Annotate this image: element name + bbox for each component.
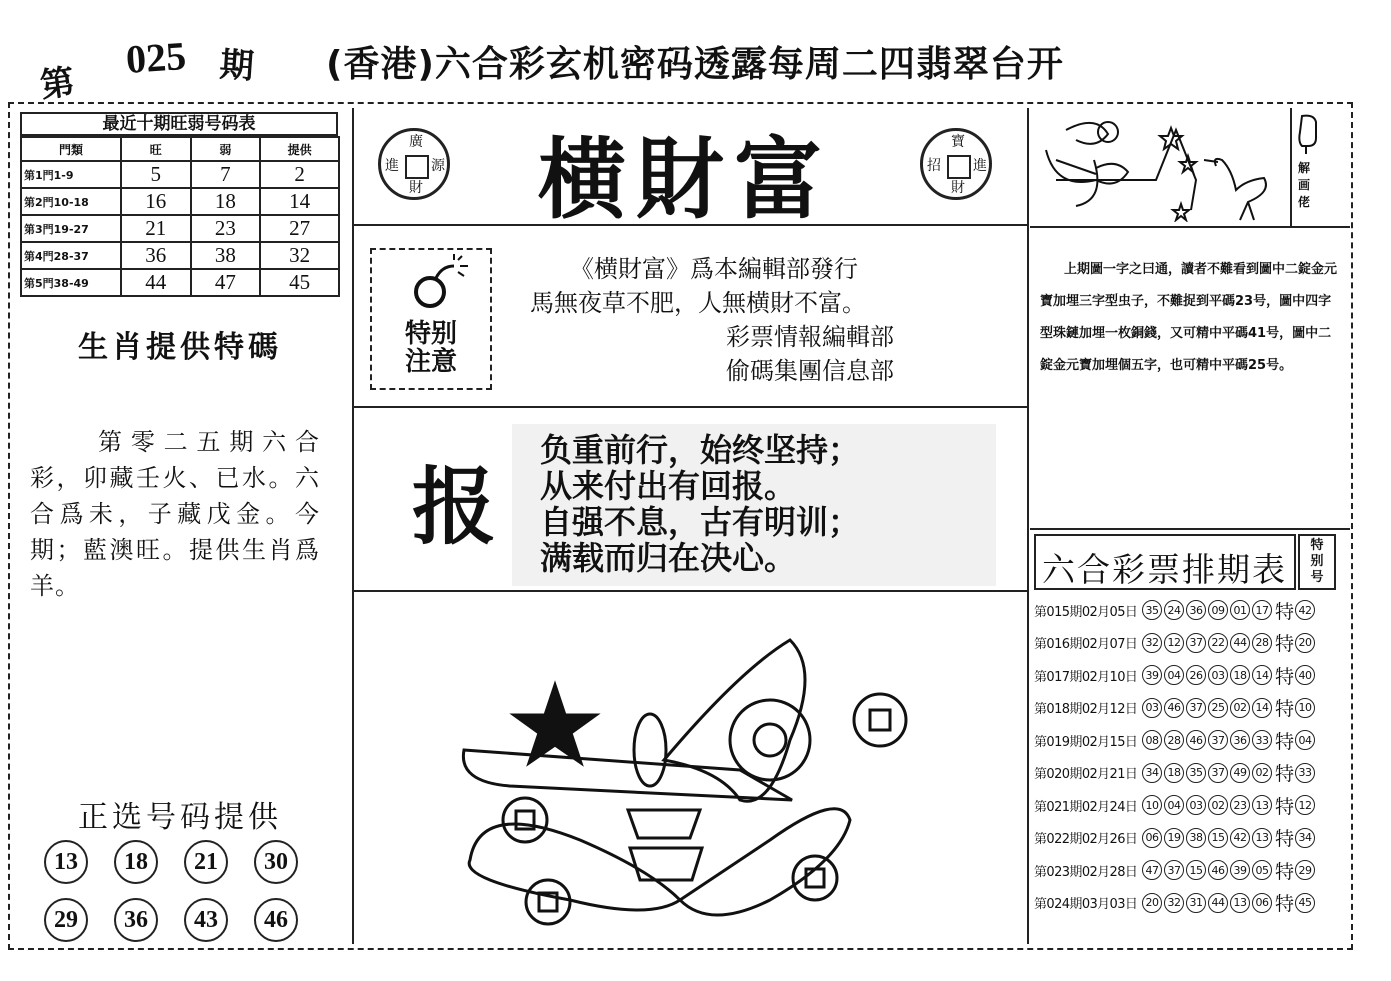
star-icon xyxy=(1180,156,1196,172)
header-di: 第 xyxy=(37,61,78,107)
col-header: 提供 xyxy=(260,137,339,161)
special-label-char: 特 xyxy=(1310,538,1324,553)
draw-number: 47 xyxy=(1142,860,1162,880)
schedule-date: 第017期02月10日 xyxy=(1034,669,1138,685)
special-marker: 特 xyxy=(1275,730,1295,753)
pick-ball: 46 xyxy=(254,898,298,942)
draw-number: 32 xyxy=(1164,893,1184,913)
row-label: 第3門19-27 xyxy=(21,215,121,242)
recent-table xyxy=(20,136,340,297)
slogan-line: 从来付出有回报。 xyxy=(540,467,797,505)
special-number: 29 xyxy=(1295,860,1315,880)
page-title: (香港)六合彩玄机密码透露每周二四翡翠台开 xyxy=(326,44,1064,85)
slogan-box xyxy=(512,424,996,586)
coin-hole xyxy=(947,155,971,179)
row-label: 第4門28-37 xyxy=(21,242,121,269)
cell-value: 14 xyxy=(260,188,339,215)
draw-number: 24 xyxy=(1164,600,1184,620)
side-label-char: 画 xyxy=(1297,178,1310,192)
slogan-line: 自强不息，古有明训； xyxy=(540,503,861,541)
draw-number: 28 xyxy=(1164,730,1184,750)
special-number: 34 xyxy=(1295,828,1315,848)
riddle-side-label xyxy=(1292,160,1316,211)
schedule-row xyxy=(1034,789,1340,822)
notice-line: 彩票情報編輯部 xyxy=(726,323,894,351)
schedule-date: 第023期02月28日 xyxy=(1034,864,1138,880)
special-number: 33 xyxy=(1295,763,1315,783)
schedule-date: 第015期02月05日 xyxy=(1034,604,1138,620)
divider-notice xyxy=(352,406,1027,408)
cell-value: 2 xyxy=(260,161,339,188)
draw-number: 01 xyxy=(1230,600,1250,620)
draw-number: 18 xyxy=(1230,665,1250,685)
special-number: 04 xyxy=(1295,730,1315,750)
draw-number: 37 xyxy=(1186,633,1206,653)
special-marker: 特 xyxy=(1275,665,1295,688)
table-row xyxy=(21,161,339,188)
cell-value: 38 xyxy=(191,242,261,269)
special-marker: 特 xyxy=(1275,698,1295,721)
draw-number: 46 xyxy=(1186,730,1206,750)
plank-icon xyxy=(463,750,792,800)
draw-number: 39 xyxy=(1230,860,1250,880)
cell-value: 44 xyxy=(121,269,191,296)
special-label-char: 别 xyxy=(1310,554,1324,569)
special-marker: 特 xyxy=(1275,600,1295,623)
star-icon xyxy=(1160,128,1182,149)
draw-number: 13 xyxy=(1230,893,1250,913)
draw-number: 36 xyxy=(1230,730,1250,750)
draw-number: 14 xyxy=(1252,698,1272,718)
header-qi: 期 xyxy=(218,44,256,88)
draw-number: 35 xyxy=(1186,763,1206,783)
pick-ball: 13 xyxy=(44,840,88,884)
ingot-icon xyxy=(628,810,700,838)
table-row xyxy=(21,215,339,242)
draw-number: 12 xyxy=(1164,633,1184,653)
pick-ball: 36 xyxy=(114,898,158,942)
draw-number: 18 xyxy=(1164,763,1184,783)
bao-character: 报 xyxy=(412,458,497,556)
issue-number: 025 xyxy=(124,32,188,83)
pointing-hand-icon xyxy=(1294,112,1324,156)
draw-number: 10 xyxy=(1142,795,1162,815)
pick-title: 正选号码提供 xyxy=(78,800,282,835)
draw-number: 46 xyxy=(1164,698,1184,718)
draw-number: 46 xyxy=(1208,860,1228,880)
coin-left-icon xyxy=(378,128,450,200)
dice-icon xyxy=(503,798,547,842)
schedule-title: 六合彩票排期表 xyxy=(1042,550,1287,589)
cell-value: 23 xyxy=(191,215,261,242)
draw-number: 06 xyxy=(1142,828,1162,848)
coin-hole xyxy=(405,155,429,179)
schedule-row xyxy=(1034,757,1340,790)
divider-slogan xyxy=(352,590,1027,592)
cell-value: 16 xyxy=(121,188,191,215)
draw-number: 39 xyxy=(1142,665,1162,685)
notice-line: 《横財富》爲本編輯部發行 xyxy=(570,255,858,283)
crane-icon xyxy=(1215,159,1266,220)
schedule-row xyxy=(1034,854,1340,887)
cell-value: 45 xyxy=(260,269,339,296)
draw-number: 44 xyxy=(1208,893,1228,913)
coin-icon xyxy=(854,694,906,746)
draw-number: 02 xyxy=(1208,795,1228,815)
draw-number: 22 xyxy=(1208,633,1228,653)
dice-icon xyxy=(793,856,837,900)
pick-ball: 43 xyxy=(184,898,228,942)
special-number: 10 xyxy=(1295,698,1315,718)
draw-number: 02 xyxy=(1230,698,1250,718)
schedule-date: 第020期02月21日 xyxy=(1034,767,1138,783)
draw-number: 25 xyxy=(1208,698,1228,718)
side-label-char: 佬 xyxy=(1297,195,1310,209)
notice-label-line: 特别 xyxy=(404,319,457,349)
draw-number: 44 xyxy=(1230,633,1250,653)
draw-number: 04 xyxy=(1164,795,1184,815)
draw-number: 35 xyxy=(1142,600,1162,620)
draw-number: 49 xyxy=(1230,763,1250,783)
riddle-drawing xyxy=(1036,110,1286,222)
draw-number: 37 xyxy=(1208,730,1228,750)
divider-left xyxy=(352,108,354,944)
draw-number: 20 xyxy=(1142,893,1162,913)
logo-title: 横財富 xyxy=(537,127,832,231)
draw-number: 36 xyxy=(1186,600,1206,620)
draw-number: 42 xyxy=(1230,828,1250,848)
draw-number: 17 xyxy=(1252,600,1272,620)
cell-value: 18 xyxy=(191,188,261,215)
page-header xyxy=(37,28,1340,107)
col-header: 門類 xyxy=(21,137,121,161)
table-row xyxy=(21,188,339,215)
divider-right xyxy=(1027,108,1029,944)
draw-number: 28 xyxy=(1252,633,1272,653)
draw-number: 26 xyxy=(1186,665,1206,685)
cell-value: 27 xyxy=(260,215,339,242)
pick-ball: 30 xyxy=(254,840,298,884)
schedule-list xyxy=(1034,594,1340,919)
draw-number: 09 xyxy=(1208,600,1228,620)
coin-char: 源 xyxy=(431,158,445,174)
draw-number: 19 xyxy=(1164,828,1184,848)
table-row xyxy=(21,242,339,269)
zodiac-title: 生肖提供特碼 xyxy=(78,330,282,365)
draw-number: 37 xyxy=(1186,698,1206,718)
special-number: 20 xyxy=(1295,633,1315,653)
draw-number: 03 xyxy=(1186,795,1206,815)
draw-number: 14 xyxy=(1252,665,1272,685)
special-marker: 特 xyxy=(1275,633,1295,656)
draw-number: 38 xyxy=(1186,828,1206,848)
schedule-row xyxy=(1034,822,1340,855)
notice-line: 馬無夜草不肥，人無横財不富。 xyxy=(530,289,866,317)
coin-char: 廣 xyxy=(409,134,423,150)
draw-number: 32 xyxy=(1142,633,1162,653)
special-marker: 特 xyxy=(1275,828,1295,851)
cell-value: 47 xyxy=(191,269,261,296)
special-number: 42 xyxy=(1295,600,1315,620)
cell-value: 21 xyxy=(121,215,191,242)
special-number-label xyxy=(1298,534,1336,590)
ingot-icon xyxy=(630,848,702,880)
notice-box xyxy=(370,248,492,390)
riddle-illustration xyxy=(440,610,910,940)
draw-number: 03 xyxy=(1208,665,1228,685)
bomb-icon xyxy=(372,254,490,314)
divider-riddle xyxy=(1030,226,1350,228)
draw-number: 02 xyxy=(1252,763,1272,783)
cell-value: 36 xyxy=(121,242,191,269)
schedule-row xyxy=(1034,594,1340,627)
row-label: 第5門38-49 xyxy=(21,269,121,296)
schedule-row xyxy=(1034,692,1340,725)
cell-value: 32 xyxy=(260,242,339,269)
special-label-char: 号 xyxy=(1310,570,1324,585)
special-number: 40 xyxy=(1295,665,1315,685)
schedule-row xyxy=(1034,627,1340,660)
row-label: 第2門10-18 xyxy=(21,188,121,215)
cell-value: 7 xyxy=(191,161,261,188)
draw-number: 08 xyxy=(1142,730,1162,750)
coin-char: 財 xyxy=(409,180,423,196)
schedule-date: 第024期03月03日 xyxy=(1034,897,1138,913)
draw-number: 31 xyxy=(1186,893,1206,913)
pick-numbers xyxy=(44,840,324,942)
schedule-date: 第021期02月24日 xyxy=(1034,799,1138,815)
schedule-date: 第018期02月12日 xyxy=(1034,702,1138,718)
draw-number: 34 xyxy=(1142,763,1162,783)
special-number: 12 xyxy=(1295,795,1315,815)
schedule-date: 第016期02月07日 xyxy=(1034,637,1138,653)
riddle-explanation: 上期圖一字之曰通，讀者不難看到圖中二錠金元寶加埋三字型虫子，不難捉到平碼23号，圖中四字型珠鏈加埋一枚銅錢，又可精中平碼41号，圖中二錠金元寶加埋個五字，也可精中平碼25号。 xyxy=(1040,262,1338,373)
coin-char: 招 xyxy=(927,158,941,174)
coin-char: 寶 xyxy=(951,134,965,150)
draw-number: 23 xyxy=(1230,795,1250,815)
pick-ball: 18 xyxy=(114,840,158,884)
recent-table-title: 最近十期旺弱号码表 xyxy=(20,112,338,136)
draw-number: 13 xyxy=(1252,828,1272,848)
slogan-line: 满载而归在决心。 xyxy=(540,539,797,577)
notice-label xyxy=(372,320,490,376)
draw-number: 33 xyxy=(1252,730,1272,750)
special-marker: 特 xyxy=(1275,893,1295,916)
zodiac-text: 第零二五期六合彩，卯藏壬火、已水。六合爲未，子藏戊金。今期；藍澳旺。提供生肖爲羊。 xyxy=(30,428,320,600)
special-marker: 特 xyxy=(1275,763,1295,786)
draw-number: 37 xyxy=(1164,860,1184,880)
draw-number: 13 xyxy=(1252,795,1272,815)
side-label-char: 解 xyxy=(1297,161,1310,175)
divider-schedule xyxy=(1030,528,1350,530)
schedule-date: 第019期02月15日 xyxy=(1034,734,1138,750)
row-label: 第1門1-9 xyxy=(21,161,121,188)
coin-char: 進 xyxy=(973,158,987,174)
schedule-row xyxy=(1034,724,1340,757)
notice-label-line: 注意 xyxy=(404,347,457,377)
schedule-row xyxy=(1034,659,1340,692)
notice-line: 偷碼集團信息部 xyxy=(726,357,894,385)
special-marker: 特 xyxy=(1275,795,1295,818)
draw-number: 04 xyxy=(1164,665,1184,685)
schedule-row xyxy=(1034,887,1340,920)
dice-icon xyxy=(526,880,570,924)
pick-ball: 21 xyxy=(184,840,228,884)
oval-icon xyxy=(634,714,666,786)
special-number: 45 xyxy=(1295,893,1315,913)
col-header: 旺 xyxy=(121,137,191,161)
coin-char: 進 xyxy=(385,158,399,174)
col-header: 弱 xyxy=(191,137,261,161)
schedule-header xyxy=(1034,534,1296,590)
draw-number: 15 xyxy=(1208,828,1228,848)
notice-text xyxy=(530,252,1000,388)
pick-ball: 29 xyxy=(44,898,88,942)
draw-number: 06 xyxy=(1252,893,1272,913)
schedule-date: 第022期02月26日 xyxy=(1034,832,1138,848)
coin-right-icon xyxy=(920,128,992,200)
star-icon xyxy=(1173,204,1189,220)
cell-value: 5 xyxy=(121,161,191,188)
draw-number: 15 xyxy=(1186,860,1206,880)
table-row xyxy=(21,269,339,296)
slogan-line: 负重前行，始终坚持； xyxy=(540,431,861,469)
coin-char: 財 xyxy=(951,180,965,196)
draw-number: 03 xyxy=(1142,698,1162,718)
draw-number: 05 xyxy=(1252,860,1272,880)
special-marker: 特 xyxy=(1275,860,1295,883)
draw-number: 37 xyxy=(1208,763,1228,783)
star-icon xyxy=(514,685,596,763)
